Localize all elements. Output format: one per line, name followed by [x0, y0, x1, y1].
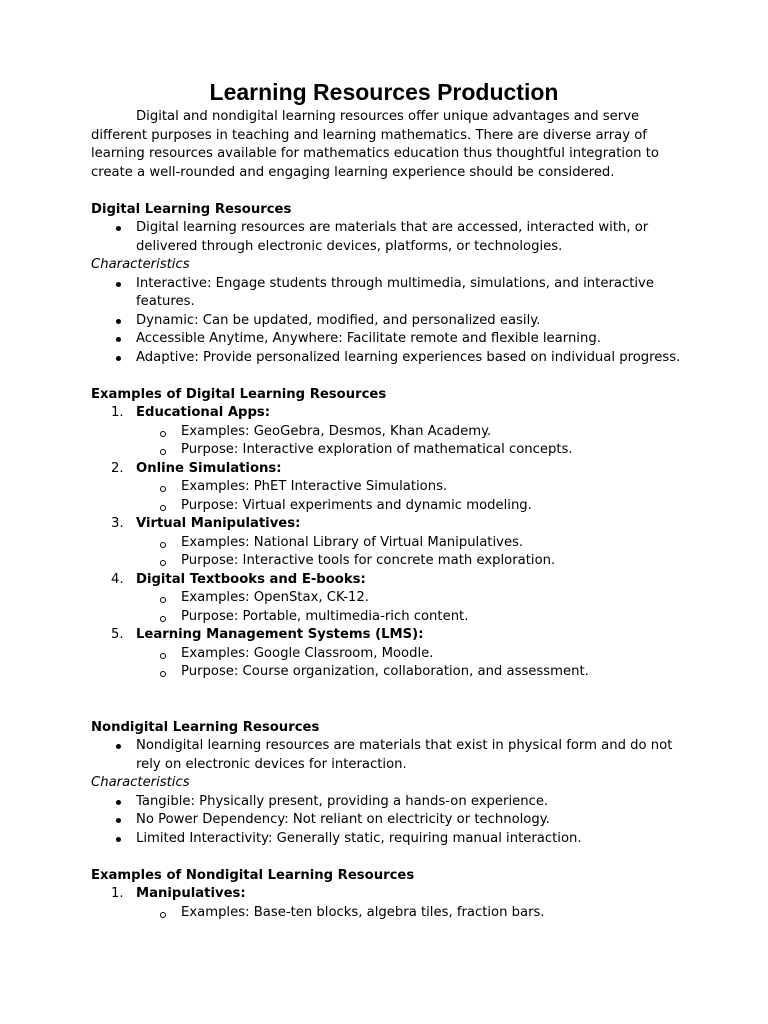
item-title: Manipulatives: [136, 886, 246, 901]
list-item [91, 404, 686, 460]
circle-bullet-icon [160, 653, 166, 659]
bullet-icon [116, 837, 121, 842]
list-item [91, 219, 686, 256]
item-number: 1. [111, 405, 124, 420]
digital-heading: Digital Learning Resources [91, 201, 292, 217]
list-item [91, 312, 686, 331]
characteristic-text: Interactive: Engage students through multimedia, simulations, and interactive features. [136, 275, 654, 309]
sub-item-text: Purpose: Virtual experiments and dynamic modeling. [181, 497, 532, 513]
nondigital-heading: Nondigital Learning Resources [91, 719, 320, 735]
nondigital-examples-list [91, 885, 686, 922]
sub-item [136, 423, 686, 442]
characteristic-text: Tangible: Physically present, providing a hands-on experience. [136, 793, 549, 809]
nondigital-characteristics-label: Characteristics [91, 775, 190, 790]
bullet-icon [116, 337, 121, 342]
item-title: Online Simulations: [136, 460, 282, 476]
item-title: Virtual Manipulatives: [136, 516, 301, 531]
nondigital-examples-heading: Examples of Nondigital Learning Resources [91, 867, 415, 883]
list-item [91, 571, 686, 627]
item-number: 4. [111, 571, 124, 587]
digital-characteristics-label: Characteristics [91, 257, 190, 272]
sub-item [136, 534, 686, 553]
list-item [91, 830, 686, 849]
characteristic-text: Accessible Anytime, Anywhere: Facilitate remote and flexible learning. [136, 331, 601, 346]
bullet-icon [116, 744, 121, 749]
item-title: Educational Apps: [136, 405, 271, 420]
circle-bullet-icon [160, 449, 166, 455]
circle-bullet-icon [160, 912, 166, 918]
sub-item [136, 497, 686, 516]
list-item [91, 811, 686, 830]
nondigital-definition-list [91, 737, 686, 774]
list-item [91, 275, 686, 312]
list-item [91, 349, 686, 368]
list-item [91, 330, 686, 349]
document-body [91, 108, 686, 922]
circle-bullet-icon [160, 486, 166, 492]
nondigital-characteristics-list [91, 793, 686, 849]
nondigital-definition: Nondigital learning resources are materials that exist in physical form and do not rely on electronic devices for interaction. [136, 738, 673, 772]
circle-bullet-icon [160, 505, 166, 511]
characteristic-text: Limited Interactivity: Generally static, requiring manual interaction. [136, 830, 582, 846]
characteristic-text: No Power Dependency: Not reliant on electricity or technology. [136, 812, 550, 827]
sub-item [136, 589, 686, 608]
bullet-icon [116, 319, 121, 324]
sub-item-text: Examples: PhET Interactive Simulations. [181, 479, 448, 494]
digital-characteristics-list [91, 275, 686, 368]
sub-item [136, 441, 686, 460]
characteristic-text: Dynamic: Can be updated, modified, and personalized easily. [136, 312, 541, 328]
sub-item-text: Examples: OpenStax, CK-12. [181, 590, 369, 605]
sub-item [136, 904, 686, 923]
item-number: 3. [111, 516, 124, 531]
list-item [91, 460, 686, 516]
circle-bullet-icon [160, 431, 166, 437]
list-item [91, 885, 686, 922]
item-number: 5. [111, 627, 124, 642]
digital-examples-heading: Examples of Digital Learning Resources [91, 386, 387, 402]
list-item [91, 737, 686, 774]
item-number: 1. [111, 886, 124, 901]
circle-bullet-icon [160, 616, 166, 622]
circle-bullet-icon [160, 597, 166, 603]
sub-item [136, 552, 686, 571]
bullet-icon [116, 226, 121, 231]
list-item [91, 626, 686, 682]
sub-item-text: Purpose: Portable, multimedia-rich content. [181, 608, 469, 624]
sub-item-text: Purpose: Interactive tools for concrete math exploration. [181, 553, 556, 568]
bullet-icon [116, 800, 121, 805]
circle-bullet-icon [160, 671, 166, 677]
sub-item [136, 478, 686, 497]
characteristic-text: Adaptive: Provide personalized learning experiences based on individual progress. [136, 349, 681, 365]
list-item [91, 793, 686, 812]
digital-definition-list [91, 219, 686, 256]
digital-definition: Digital learning resources are materials that are accessed, interacted with, or delivered through electronic devices, platforms, or technologies. [136, 220, 649, 254]
sub-item [136, 645, 686, 664]
sub-item [136, 608, 686, 627]
item-title: Learning Management Systems (LMS): [136, 627, 424, 642]
circle-bullet-icon [160, 542, 166, 548]
digital-examples-list [91, 404, 686, 682]
sub-item-text: Examples: Google Classroom, Moodle. [181, 645, 434, 661]
sub-item-text: Purpose: Course organization, collaboration, and assessment. [181, 664, 589, 679]
sub-item-text: Examples: National Library of Virtual Manipulatives. [181, 534, 524, 550]
item-number: 2. [111, 460, 124, 476]
page-title: Learning Resources Production [209, 79, 559, 105]
sub-item-text: Examples: GeoGebra, Desmos, Khan Academy. [181, 423, 492, 439]
bullet-icon [116, 282, 121, 287]
sub-item-text: Purpose: Interactive exploration of mathematical concepts. [181, 442, 573, 457]
sub-item-text: Examples: Base-ten blocks, algebra tiles, fraction bars. [181, 904, 545, 920]
bullet-icon [116, 818, 121, 823]
circle-bullet-icon [160, 560, 166, 566]
intro-paragraph: Digital and nondigital learning resources offer unique advantages and serve different purposes in teaching and learning mathematics. There are diverse array of learning resources available for mathematics education thus thoughtful integration to create a well-rounded and engaging learning experience should be considered. [91, 109, 659, 180]
item-title: Digital Textbooks and E-books: [136, 571, 366, 587]
sub-item [136, 663, 686, 682]
bullet-icon [116, 356, 121, 361]
list-item [91, 515, 686, 571]
